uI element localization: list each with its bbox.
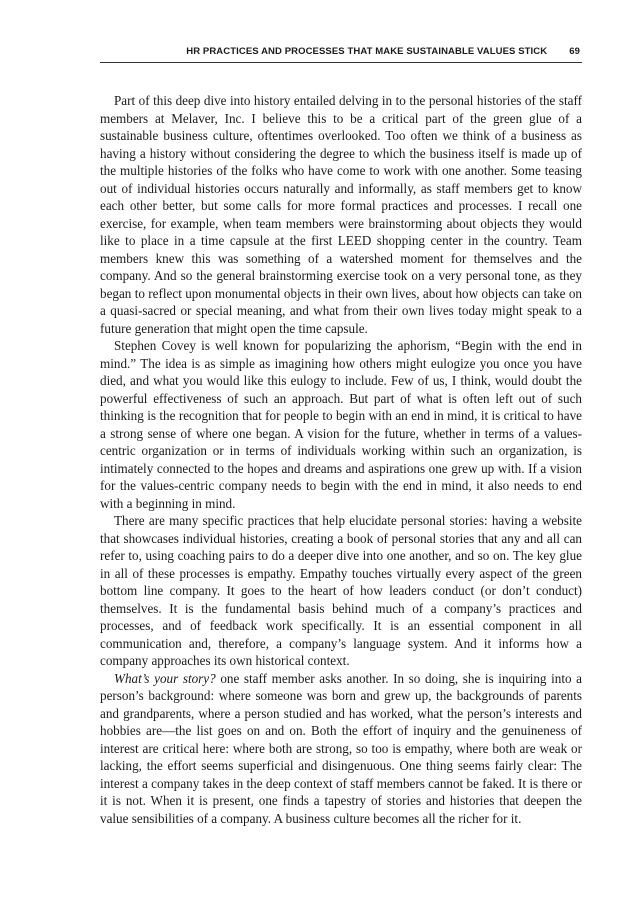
body-text	[100, 92, 582, 827]
header-rule	[100, 62, 582, 63]
running-head-title: HR PRACTICES AND PROCESSES THAT MAKE SUSTAINABLE VALUES STICK	[186, 46, 548, 57]
paragraph-2: Stephen Covey is well known for popularizing the aphorism, “Begin with the end in mind.” The idea is as simple as imagining how others might eulogize you once you have died, and what you would like this eulogy to include. Few of us, I think, would doubt the powerful effectiveness of such an approach. But part of what is often left out of such thinking is the recognition that for people to begin with an end in mind, it is critical to have a strong sense of where one began. A vision for the future, whether in terms of a values-centric organization or in terms of individuals working within such an organization, is intimately connected to the hopes and dreams and aspirations one grew up with. If a vision for the values-centric company needs to begin with the end in mind, it also needs to end with a beginning in mind.	[100, 338, 582, 511]
running-head	[100, 46, 580, 60]
paragraph-4-text: one staff member asks another. In so doing, she is inquiring into a person’s background: where someone was born and grew up, the backgrounds of parents and grandparents, where a person studied and has worked, what the person’s interests and hobbies are—the list goes on and on. Both the effort of inquiry and the genuineness of interest are critical here: where both are strong, so too is empathy, where both are weak or lacking, the effort seems superficial and disingenuous. One thing seems fairly clear: The interest a company takes in the deep context of staff members cannot be faked. It is there or it is not. When it is present, one finds a tapestry of stories and histories that deepen the value sensibilities of a company. A business culture becomes all the richer for it.	[100, 670, 582, 826]
paragraph-4-lead-italic: What’s your story?	[114, 670, 216, 686]
paragraph-1: Part of this deep dive into history entailed delving in to the personal histories of the staff members at Melaver, Inc. I believe this to be a critical part of the green glue of a sustainable business culture, oftentimes overlooked. Too often we think of a business as having a history without considering the degree to which the business itself is made up of the multiple histories of the folks who have come to work with one another. Some teasing out of individual histories occurs naturally and informally, as staff members get to know each other better, but some calls for more formal practices and processes. I recall one exercise, for example, when team members were brainstorming about objects they would like to place in a time capsule at the first LEED shopping center in the country. Team members knew this was something of a watershed moment for themselves and the company. And so the general brainstorming exercise took on a very personal tone, as they began to reflect upon monumental objects in their own lives, about how objects can take on a quasi-sacred or special meaning, and what from their own lives today might speak to a future generation that might open the time capsule.	[100, 93, 582, 336]
paragraph-3: There are many specific practices that help elucidate personal stories: having a website that showcases individual histories, creating a book of personal stories that any and all can refer to, using coaching pairs to do a deeper dive into one another, and so on. The key glue in all of these processes is empathy. Empathy touches virtually every aspect of the green bottom line company. It goes to the heart of how leaders conduct (or don’t conduct) themselves. It is the fundamental basis behind much of a company’s practices and processes, and of feedback work specifically. It is an essential component in all communication and, therefore, a company’s language system. And it informs how a company approaches its own historical context.	[100, 513, 582, 668]
paragraph-4	[100, 670, 582, 828]
page-number: 69	[569, 46, 580, 57]
